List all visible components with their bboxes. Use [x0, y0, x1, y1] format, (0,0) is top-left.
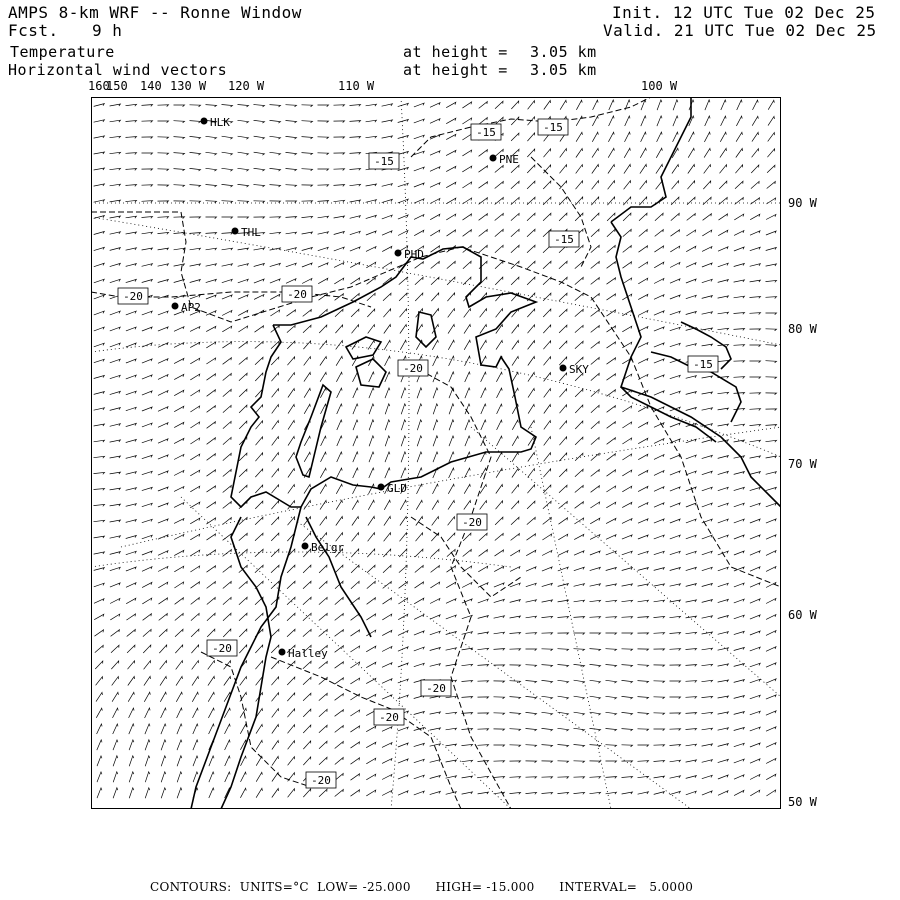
lon-label-130w: 130 W: [170, 79, 207, 93]
contour-label: -15: [543, 121, 563, 134]
station-dot: [395, 250, 402, 257]
contour-label: -20: [287, 288, 307, 301]
contour-label: -20: [403, 362, 423, 375]
valid-time: Valid. 21 UTC Tue 02 Dec 25: [603, 21, 877, 40]
contour-label: -15: [693, 358, 713, 371]
station-label: SKY: [569, 363, 589, 376]
contours-legend: CONTOURS: UNITS=°C LOW= -25.000 HIGH= -15.000 INTERVAL= 5.0000: [150, 880, 694, 894]
field-name-1: Temperature: [10, 43, 115, 61]
station-dot: [560, 365, 567, 372]
lon-label-80w: 80 W: [788, 322, 817, 336]
station-label: THL: [241, 226, 261, 239]
contour-label: -15: [476, 126, 496, 139]
station-label: HLK: [210, 116, 230, 129]
station-label: AP2: [181, 301, 201, 314]
contour-label: -20: [311, 774, 331, 787]
lon-label-60w: 60 W: [788, 608, 817, 622]
contour-label: -20: [379, 711, 399, 724]
contour-label: -20: [212, 642, 232, 655]
station-dot: [378, 484, 385, 491]
lon-label-110w: 110 W: [338, 79, 375, 93]
station-label: PHD: [404, 248, 424, 261]
lon-label-100w: 100 W: [641, 79, 678, 93]
field-name-2: Horizontal wind vectors: [8, 61, 228, 79]
contour-label: -15: [554, 233, 574, 246]
map-panel: [91, 97, 781, 809]
station-label: Halley: [288, 647, 328, 660]
station-dot: [232, 228, 239, 235]
forecast-value: 9 h: [92, 21, 123, 40]
lon-label-140: 140: [140, 79, 162, 93]
station-dot: [490, 155, 497, 162]
field-height-value-2: 3.05 km: [530, 61, 597, 79]
contour-label: -20: [426, 682, 446, 695]
station-dot: [172, 303, 179, 310]
lon-label-70w: 70 W: [788, 457, 817, 471]
contour-label: -20: [462, 516, 482, 529]
contour-label: -20: [123, 290, 143, 303]
station-label: GLD: [387, 482, 407, 495]
init-time: Init. 12 UTC Tue 02 Dec 25: [612, 3, 876, 22]
lon-label-50w: 50 W: [788, 795, 817, 809]
lon-label-160: 160: [88, 79, 110, 93]
station-dot: [279, 649, 286, 656]
station-dot: [201, 118, 208, 125]
lon-label-90w: 90 W: [788, 196, 817, 210]
field-height-value-1: 3.05 km: [530, 43, 597, 61]
station-dot: [302, 543, 309, 550]
station-label: Belgr: [311, 541, 345, 554]
field-height-label-2: at height =: [403, 61, 508, 79]
map-frame: [92, 98, 781, 809]
lon-label-150: 150: [106, 79, 128, 93]
station-label: PNE: [499, 153, 519, 166]
model-title: AMPS 8-km WRF -- Ronne Window: [8, 3, 302, 22]
contour-label: -15: [374, 155, 394, 168]
forecast-label: Fcst.: [8, 21, 59, 40]
lon-label-120w: 120 W: [228, 79, 265, 93]
field-height-label-1: at height =: [403, 43, 508, 61]
